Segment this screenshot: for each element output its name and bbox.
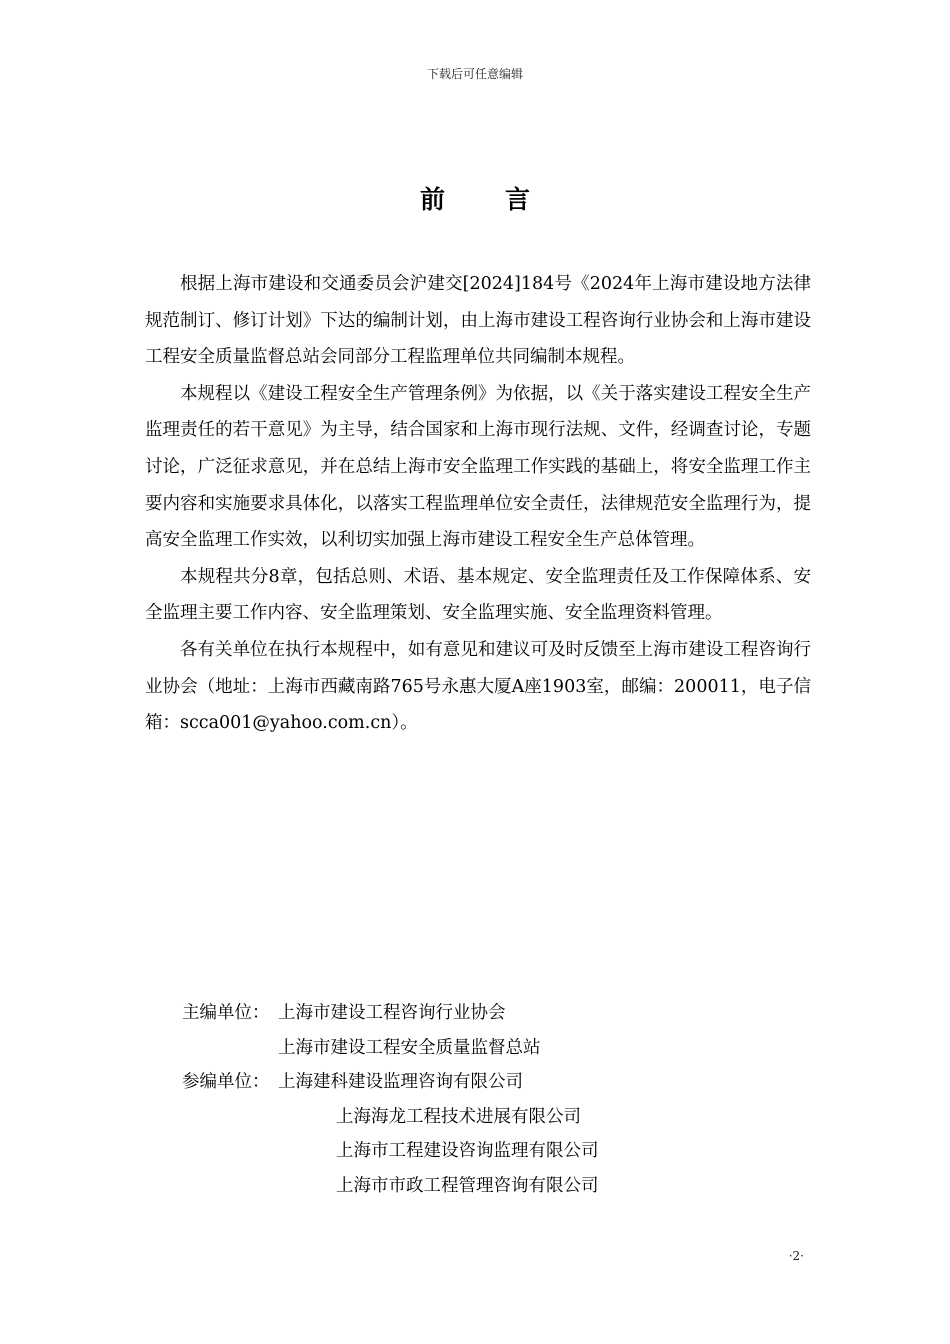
page-header: 下载后可任意编辑	[426, 67, 523, 81]
paragraph-2: 本规程以《建设工程安全生产管理条例》为依据，以《关于落实建设工程安全生产监理责任的若干意见》为主导，结合国家和上海市现行法规、文件，经调查讨论，专题讨论，广泛征求意见，并在总结上海市安全监理工作实践的基础上，将安全监理工作主要内容和实施要求具体化，以落实工程监理单位安全责任，法律规范安全监理行为，提高安全监理工作实效，以利切实加强上海市建设工程安全生产总体管理。	[145, 383, 811, 551]
participant-editor-unit: 上海建科建设监理咨询有限公司	[278, 1072, 523, 1092]
participant-editor-unit: 上海市市政工程管理咨询有限公司	[336, 1175, 599, 1196]
chief-editor-unit: 上海市建设工程安全质量监督总站	[278, 1037, 541, 1058]
page-title	[0, 182, 950, 218]
preface-body	[145, 266, 811, 742]
credits-section	[182, 996, 599, 1203]
participant-editor-label: 参编单位：	[182, 1072, 270, 1092]
participant-editor-unit: 上海市工程建设咨询监理有限公司	[336, 1141, 599, 1161]
chief-editor-row	[182, 1031, 599, 1066]
title-char-2: 言	[505, 185, 531, 214]
page-number: ·2·	[788, 1249, 804, 1263]
title-char-1: 前	[419, 185, 445, 214]
chief-editor-row	[182, 996, 599, 1031]
chief-editor-unit: 上海市建设工程咨询行业协会	[278, 1003, 506, 1023]
participant-editor-unit: 上海海龙工程技术进展有限公司	[336, 1106, 581, 1127]
participant-editor-row	[182, 1100, 599, 1135]
participant-editor-row	[182, 1169, 599, 1204]
participant-editor-row	[182, 1134, 599, 1169]
chief-editor-label: 主编单位：	[182, 1003, 270, 1023]
paragraph-3: 本规程共分8章，包括总则、术语、基本规定、安全监理责任及工作保障体系、安全监理主要工作内容、安全监理策划、安全监理实施、安全监理资料管理。	[145, 566, 811, 624]
paragraph-4: 各有关单位在执行本规程中，如有意见和建议可及时反馈至上海市建设工程咨询行业协会（地址：上海市西藏南路765号永惠大厦A座1903室，邮编：200011，电子信箱：scca001@yahoo.com.cn）。	[145, 639, 811, 734]
participant-editor-row	[182, 1065, 599, 1100]
paragraph-1: 根据上海市建设和交通委员会沪建交[2024]184号《2024年上海市建设地方法律规范制订、修订计划》下达的编制计划，由上海市建设工程咨询行业协会和上海市建设工程安全质量监督总站会同部分工程监理单位共同编制本规程。	[145, 274, 811, 368]
